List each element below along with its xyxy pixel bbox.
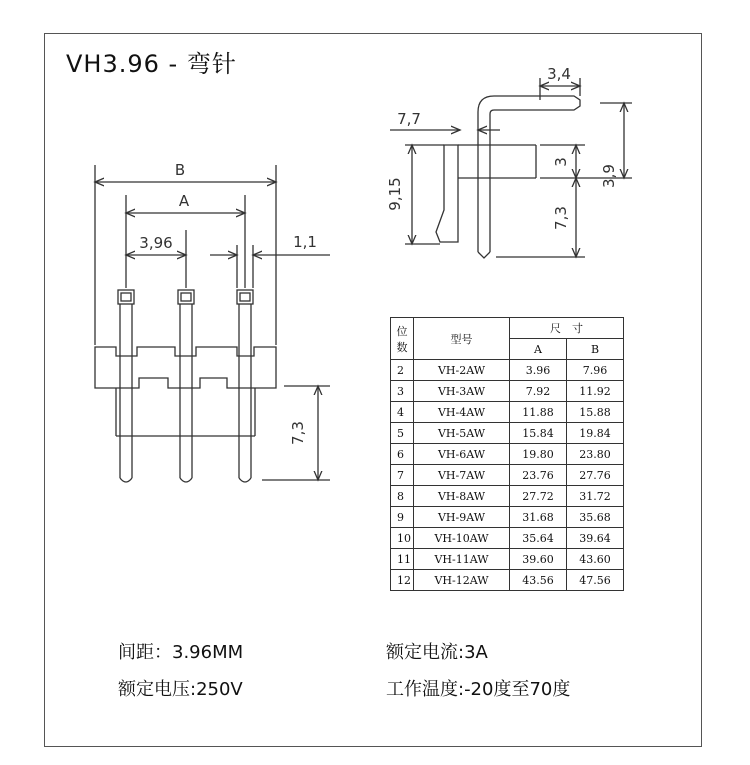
pin-2 bbox=[178, 290, 194, 482]
dim-side-right-label: 3,9 bbox=[600, 164, 618, 188]
cell-model: VH-12AW bbox=[414, 570, 510, 591]
cell-b: 15.88 bbox=[567, 402, 624, 423]
cell-a: 23.76 bbox=[510, 465, 567, 486]
table-row bbox=[391, 549, 624, 570]
cell-b: 31.72 bbox=[567, 486, 624, 507]
table-row bbox=[391, 528, 624, 549]
spec-current: 额定电流:3A bbox=[386, 642, 488, 663]
cell-model: VH-7AW bbox=[414, 465, 510, 486]
cell-b: 35.68 bbox=[567, 507, 624, 528]
dim-b-label: B bbox=[174, 161, 186, 179]
dim-side-left-label: 7,7 bbox=[397, 110, 421, 128]
cell-b: 47.56 bbox=[567, 570, 624, 591]
cell-a: 31.68 bbox=[510, 507, 567, 528]
dim-pitch-label: 3,96 bbox=[139, 234, 173, 252]
cell-a: 19.80 bbox=[510, 444, 567, 465]
cell-a: 39.60 bbox=[510, 549, 567, 570]
table-row bbox=[391, 465, 624, 486]
cell-b: 43.60 bbox=[567, 549, 624, 570]
cell-position: 8 bbox=[391, 486, 414, 507]
cell-a: 15.84 bbox=[510, 423, 567, 444]
cell-a: 3.96 bbox=[510, 360, 567, 381]
side-view bbox=[390, 78, 632, 258]
spec-pitch: 间距：3.96MM bbox=[118, 642, 244, 663]
cell-b: 27.76 bbox=[567, 465, 624, 486]
cell-b: 19.84 bbox=[567, 423, 624, 444]
cell-model: VH-8AW bbox=[414, 486, 510, 507]
spec-temperature: 工作温度:-20度至70度 bbox=[386, 679, 571, 700]
cell-model: VH-6AW bbox=[414, 444, 510, 465]
cell-a: 35.64 bbox=[510, 528, 567, 549]
table-row bbox=[391, 423, 624, 444]
header-position: 位 数 bbox=[391, 318, 414, 360]
cell-model: VH-10AW bbox=[414, 528, 510, 549]
page-title: VH3.96 - 弯针 bbox=[66, 50, 237, 78]
cell-model: VH-5AW bbox=[414, 423, 510, 444]
dim-side-mid-label: 3 bbox=[552, 157, 570, 167]
cell-position: 9 bbox=[391, 507, 414, 528]
dim-side-top-label: 3,4 bbox=[547, 65, 571, 83]
table-row bbox=[391, 402, 624, 423]
cell-model: VH-2AW bbox=[414, 360, 510, 381]
cell-position: 7 bbox=[391, 465, 414, 486]
header-a: A bbox=[510, 339, 567, 360]
cell-b: 11.92 bbox=[567, 381, 624, 402]
table-row bbox=[391, 360, 624, 381]
dim-a-label: A bbox=[178, 192, 190, 210]
cell-b: 7.96 bbox=[567, 360, 624, 381]
dim-side-total-label: 9,15 bbox=[386, 177, 404, 211]
header-size: 尺 寸 bbox=[510, 318, 624, 339]
cell-model: VH-4AW bbox=[414, 402, 510, 423]
cell-b: 23.80 bbox=[567, 444, 624, 465]
table-row bbox=[391, 570, 624, 591]
cell-position: 6 bbox=[391, 444, 414, 465]
header-b: B bbox=[567, 339, 624, 360]
cell-a: 27.72 bbox=[510, 486, 567, 507]
table-row bbox=[391, 507, 624, 528]
header-model: 型号 bbox=[414, 318, 510, 360]
cell-position: 11 bbox=[391, 549, 414, 570]
cell-position: 5 bbox=[391, 423, 414, 444]
spec-table bbox=[390, 317, 624, 591]
cell-position: 10 bbox=[391, 528, 414, 549]
cell-model: VH-3AW bbox=[414, 381, 510, 402]
dim-front-height-label: 7,3 bbox=[289, 421, 307, 445]
cell-a: 7.92 bbox=[510, 381, 567, 402]
table-row bbox=[391, 444, 624, 465]
cell-a: 43.56 bbox=[510, 570, 567, 591]
pin-1 bbox=[118, 290, 134, 482]
pin-3 bbox=[237, 290, 253, 482]
cell-b: 39.64 bbox=[567, 528, 624, 549]
spec-voltage: 额定电压:250V bbox=[118, 679, 243, 700]
cell-a: 11.88 bbox=[510, 402, 567, 423]
table-row bbox=[391, 381, 624, 402]
cell-position: 12 bbox=[391, 570, 414, 591]
cell-position: 4 bbox=[391, 402, 414, 423]
cell-model: VH-11AW bbox=[414, 549, 510, 570]
cell-position: 3 bbox=[391, 381, 414, 402]
table-row bbox=[391, 486, 624, 507]
cell-position: 2 bbox=[391, 360, 414, 381]
dim-side-low-label: 7,3 bbox=[552, 206, 570, 230]
dim-pin-width-label: 1,1 bbox=[293, 233, 317, 251]
cell-model: VH-9AW bbox=[414, 507, 510, 528]
